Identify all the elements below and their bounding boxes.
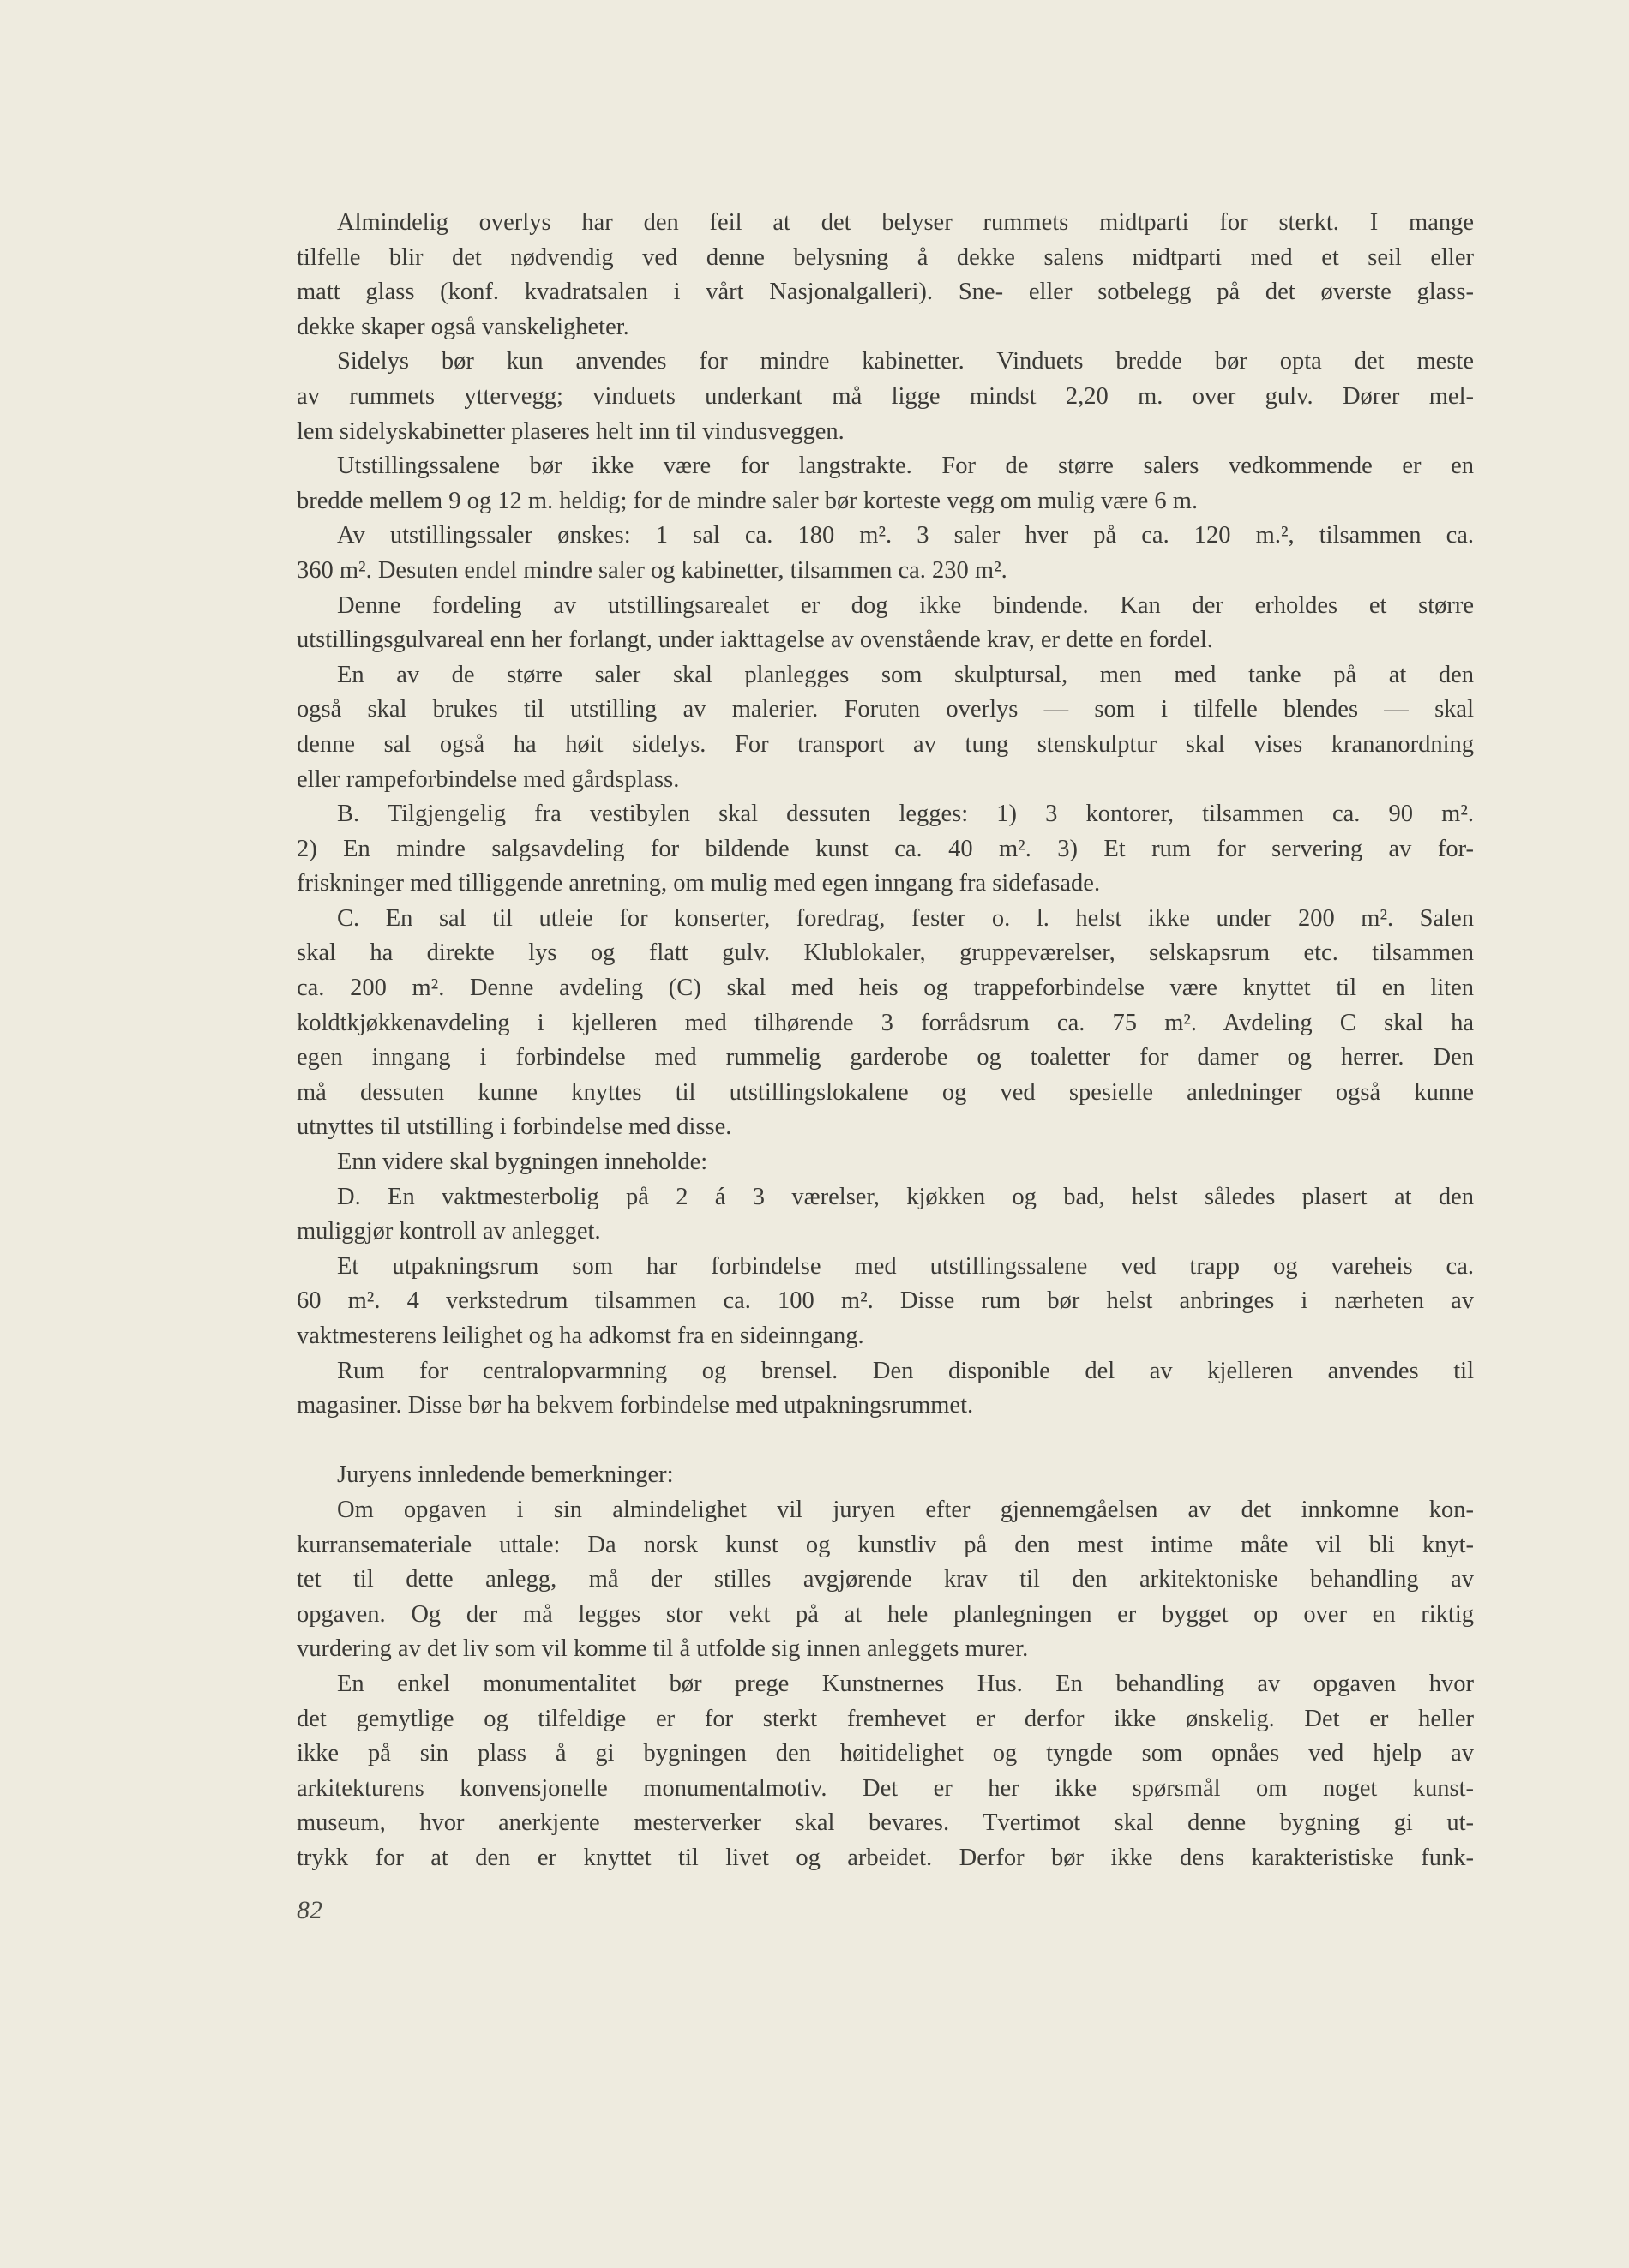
text-line: koldtkjøkkenavdeling i kjelleren med tilhørende 3 forrådsrum ca. 75 m². Avdeling C skal ha	[297, 1009, 1474, 1036]
text-line: bredde mellem 9 og 12 m. heldig; for de mindre saler bør korteste vegg om mulig være 6 m.	[297, 487, 1199, 514]
text-line: En av de større saler skal planlegges som skulptursal, men med tanke på at den	[337, 661, 1474, 688]
paragraph	[297, 1493, 1474, 1667]
text-line: D. En vaktmesterbolig på 2 á 3 værelser, kjøkken og bad, helst således plasert at den	[337, 1183, 1474, 1210]
paragraph	[297, 449, 1474, 519]
text-line: trykk for at den er knyttet til livet og arbeidet. Derfor bør ikke dens karakteristiske funk-	[297, 1844, 1474, 1871]
text-line: også skal brukes til utstilling av malerier. Foruten overlys — som i tilfelle blendes — skal	[297, 696, 1474, 723]
text-line: eller rampeforbindelse med gårdsplass.	[297, 765, 680, 793]
paragraph-gap	[297, 1424, 1474, 1459]
text-line: Et utpakningsrum som har forbindelse med utstillingssalene ved trapp og vareheis ca.	[337, 1252, 1474, 1280]
paragraph	[297, 1667, 1474, 1876]
text-line: 2) En mindre salgsavdeling for bildende kunst ca. 40 m². 3) Et rum for servering av for-	[297, 835, 1474, 862]
text-line: friskninger med tilliggende anretning, om mulig med egen inngang fra sidefasade.	[297, 870, 1101, 897]
text-line: Juryens innledende bemerkninger:	[337, 1461, 674, 1489]
text-line: magasiner. Disse bør ha bekvem forbindelse med utpakningsrummet.	[297, 1392, 974, 1419]
text-line: C. En sal til utleie for konserter, foredrag, fester o. l. helst ikke under 200 m². Salen	[337, 904, 1474, 932]
text-line: tet til dette anlegg, må der stilles avgjørende krav til den arkitektoniske behandling av	[297, 1566, 1474, 1593]
text-line: ca. 200 m². Denne avdeling (C) skal med heis og trappeforbindelse være knyttet til en liten	[297, 975, 1474, 1002]
paragraph	[297, 658, 1474, 797]
text-line: vaktmesterens leilighet og ha adkomst fra en sideinngang.	[297, 1323, 864, 1349]
text-line: B. Tilgjengelig fra vestibylen skal dessuten legges: 1) 3 kontorer, tilsammen ca. 90 m².	[337, 801, 1474, 828]
text-line: arkitekturens konvensjonelle monumentalmotiv. Det er her ikke spørsmål om noget kunst-	[297, 1774, 1474, 1802]
text-line: opgaven. Og der må legges stor vekt på at hele planlegningen er bygget op over en riktig	[297, 1600, 1474, 1628]
text-line: museum, hvor anerkjente mesterverker skal bevares. Tvertimot skal denne bygning gi ut-	[297, 1809, 1474, 1837]
text-line: lem sidelyskabinetter plaseres helt inn til vindusveggen.	[297, 417, 845, 445]
paragraph	[297, 902, 1474, 1145]
paragraph	[297, 345, 1474, 449]
paragraph	[297, 1354, 1474, 1424]
text-line: vurdering av det liv som vil komme til å utfolde sig innen anleggets murer.	[297, 1635, 1029, 1663]
text-line: Almindelig overlys har den feil at det belyser rummets midtparti for sterkt. I mange	[337, 209, 1474, 236]
text-line: En enkel monumentalitet bør prege Kunstnernes Hus. En behandling av opgaven hvor	[337, 1670, 1474, 1697]
paragraph	[297, 797, 1474, 902]
text-line: 360 m². Desuten endel mindre saler og kabinetter, tilsammen ca. 230 m².	[297, 556, 1007, 584]
text-line: egen inngang i forbindelse med rummelig garderobe og toaletter for damer og herrer. Den	[297, 1044, 1474, 1071]
text-line: dekke skaper også vanskeligheter.	[297, 313, 629, 340]
text-line: 60 m². 4 verkstedrum tilsammen ca. 100 m². Disse rum bør helst anbringes i nærheten av	[297, 1287, 1474, 1315]
text-line: denne sal også ha høit sidelys. For transport av tung stenskulptur skal vises krananordning	[297, 730, 1474, 758]
text-line: Sidelys bør kun anvendes for mindre kabinetter. Vinduets bredde bør opta det meste	[337, 348, 1474, 375]
text-line: muliggjør kontroll av anlegget.	[297, 1218, 601, 1245]
text-line: av rummets yttervegg; vinduets underkant må ligge mindst 2,20 m. over gulv. Dører mel-	[297, 382, 1474, 410]
text-line: Rum for centralopvarmning og brensel. Den disponible del av kjelleren anvendes til	[337, 1357, 1474, 1384]
text-line: Av utstillingssaler ønskes: 1 sal ca. 180 m². 3 saler hver på ca. 120 m.², tilsammen ca.	[337, 522, 1474, 549]
paragraph	[297, 519, 1474, 588]
text-line: tilfelle blir det nødvendig ved denne belysning å dekke salens midtparti med et seil eller	[297, 243, 1474, 271]
text-line: Enn videre skal bygningen inneholde:	[337, 1149, 708, 1176]
paragraph	[297, 206, 1474, 345]
text-line: matt glass (konf. kvadratsalen i vårt Nasjonalgalleri). Sne- eller sotbelegg på det øverste glass-	[297, 279, 1474, 306]
paragraph	[297, 589, 1474, 658]
text-line: Utstillingssalene bør ikke være for langstrakte. For de større salers vedkommende er en	[337, 453, 1474, 480]
paragraph	[297, 1145, 1474, 1180]
text-line: Om opgaven i sin almindelighet vil juryen efter gjennemgåelsen av det innkomne kon-	[337, 1496, 1474, 1523]
paragraph	[297, 1250, 1474, 1354]
text-line: utnyttes til utstilling i forbindelse med disse.	[297, 1113, 732, 1141]
paragraph	[297, 1180, 1474, 1250]
text-line: utstillingsgulvareal enn her forlangt, under iakttagelse av ovenstående krav, er dette en fordel.	[297, 627, 1213, 654]
page-number: 82	[297, 1896, 322, 1924]
text-line: Denne fordeling av utstillingsarealet er dog ikke bindende. Kan der erholdes et større	[337, 591, 1474, 619]
document-body	[297, 206, 1474, 1876]
text-line: ikke på sin plass å gi bygningen den høitidelighet og tyngde som opnåes ved hjelp av	[297, 1740, 1474, 1767]
text-line: det gemytlige og tilfeldige er for sterkt fremhevet er derfor ikke ønskelig. Det er heller	[297, 1705, 1474, 1732]
text-line: må dessuten kunne knyttes til utstillingslokalene og ved spesielle anledninger også kunne	[297, 1078, 1474, 1106]
section-heading	[297, 1458, 1474, 1493]
text-line: kurransemateriale uttale: Da norsk kunst og kunstliv på den mest intime måte vil bli knyt-	[297, 1531, 1474, 1558]
text-line: skal ha direkte lys og flatt gulv. Klublokaler, gruppeværelser, selskapsrum etc. tilsammen	[297, 939, 1474, 967]
